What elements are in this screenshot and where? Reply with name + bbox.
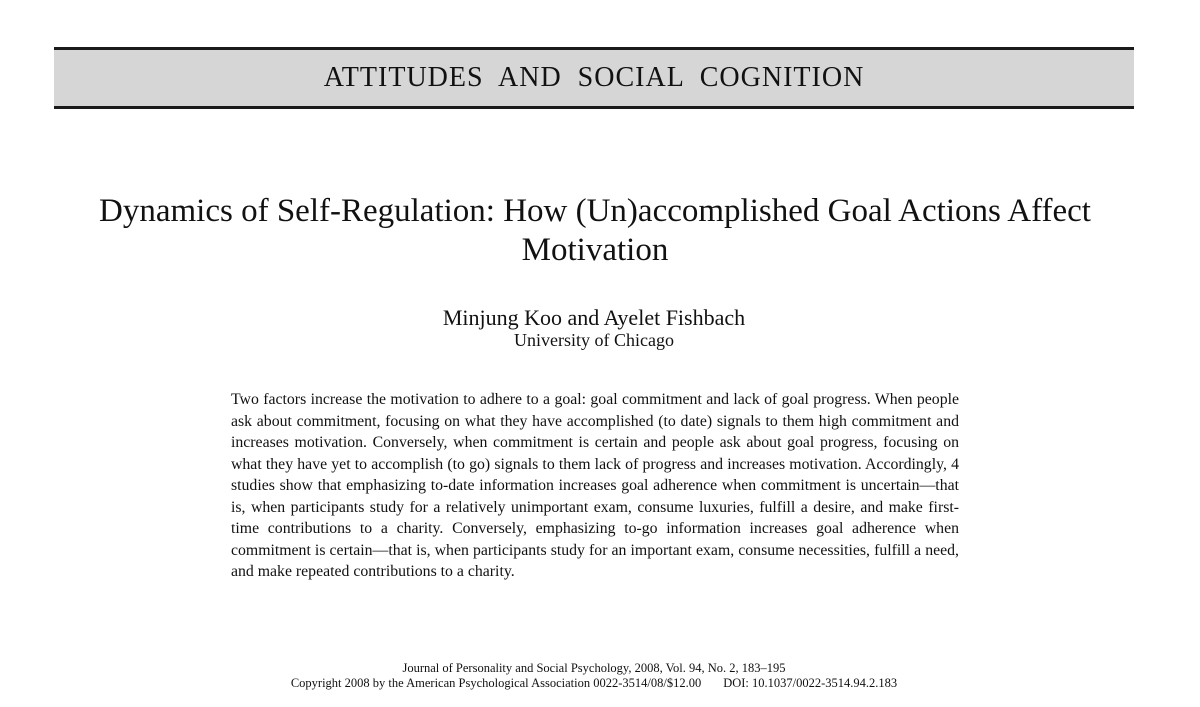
copyright-notice: Copyright 2008 by the American Psychological Association 0022-3514/08/$12.00	[290, 676, 702, 690]
copyright-line	[0, 676, 1188, 691]
abstract: Two factors increase the motivation to adhere to a goal: goal commitment and lack of goal progress. When people ask about commitment, focusing on what they have accomplished (to date) signals to them high commitment and increases motivation. Conversely, when commitment is certain and people ask about goal progress, focusing on what they have yet to accomplish (to go) signals to them lack of progress and increases motivation. Accordingly, 4 studies show that emphasizing to-date information increases goal adherence when commitment is uncertain—that is, when participants study for a relatively unimportant exam, consume luxuries, fulfill a desire, and make first-time contributions to a charity. Conversely, emphasizing to-go information increases goal adherence when commitment is certain—that is, when participants study for an important exam, consume necessities, fulfill a need, and make repeated contributions to a charity.	[231, 391, 959, 580]
affiliation: University of Chicago	[514, 330, 674, 350]
article-title: Dynamics of Self-Regulation: How (Un)accomplished Goal Actions Affect Motivation	[99, 193, 1091, 268]
journal-citation: Journal of Personality and Social Psychology, 2008, Vol. 94, No. 2, 183–195	[402, 661, 786, 675]
section-banner	[54, 47, 1134, 109]
section-heading: ATTITUDES AND SOCIAL COGNITION	[323, 62, 865, 93]
authors: Minjung Koo and Ayelet Fishbach	[442, 305, 746, 330]
citation-footer	[0, 661, 1188, 691]
doi-text: DOI: 10.1037/0022-3514.94.2.183	[723, 676, 898, 690]
